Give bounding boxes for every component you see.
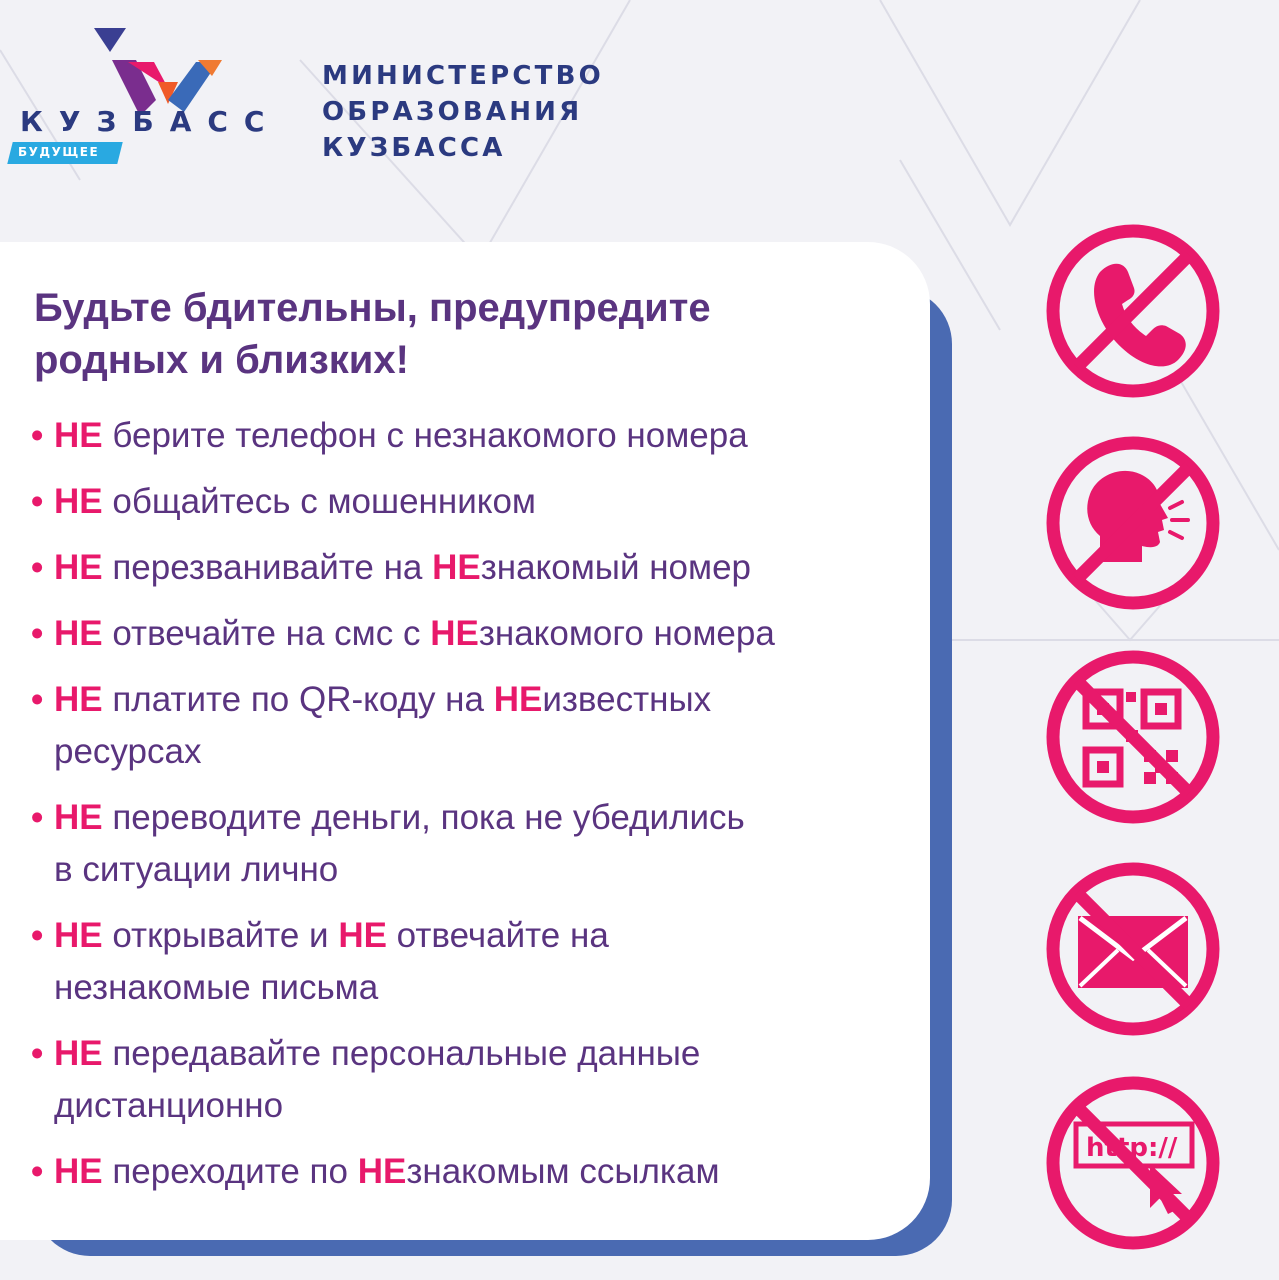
rule-text: ресурсах (54, 732, 202, 771)
rule-item (28, 910, 918, 1014)
ne-highlight: НЕ (54, 916, 103, 955)
ministry-line: МИНИСТЕРСТВО (322, 61, 604, 91)
ne-highlight: НЕ (54, 482, 103, 521)
rule-text: знакомым ссылкам (406, 1152, 720, 1191)
rule-text: известных (542, 680, 712, 719)
rule-item (28, 1146, 918, 1198)
rule-text: знакомого номера (478, 614, 775, 653)
rule-text: отвечайте на (386, 916, 609, 955)
ne-highlight: НЕ (54, 614, 103, 653)
rule-text: дистанционно (54, 1086, 284, 1125)
logo-badge-label: БУДУЩЕЕ (18, 145, 100, 159)
rule-text: берите телефон с незнакомого номера (102, 416, 748, 455)
bullet: • (31, 416, 44, 455)
ne-highlight: НЕ (54, 1034, 103, 1073)
bullet: • (31, 680, 44, 719)
rule-text: знакомый номер (480, 548, 752, 587)
ne-highlight: НЕ (54, 548, 103, 587)
rule-text: передавайте персональные данные (102, 1034, 701, 1073)
rules-list (28, 410, 918, 1198)
ne-highlight: НЕ (54, 798, 103, 837)
headline-line: Будьте бдительны, предупредите (34, 286, 711, 330)
rule-item (28, 608, 918, 660)
bullet: • (31, 482, 44, 521)
rule-text: незнакомые письма (54, 968, 379, 1007)
ne-highlight: НЕ (54, 416, 103, 455)
rule-text: платите по QR-коду на (102, 680, 494, 719)
bullet: • (31, 548, 44, 587)
rule-text: отвечайте на смс с (102, 614, 431, 653)
http-label: http:// (1086, 1133, 1178, 1163)
headline-line: родных и близких! (34, 338, 409, 382)
ministry-title (322, 58, 604, 166)
ne-highlight: НЕ (357, 1152, 407, 1191)
rule-item (28, 542, 918, 594)
ministry-line: ОБРАЗОВАНИЯ (322, 97, 583, 127)
rule-item (28, 674, 918, 778)
bullet: • (31, 1034, 44, 1073)
ne-highlight: НЕ (493, 680, 543, 719)
no-email-icon (1042, 858, 1224, 1040)
rule-text: в ситуации лично (54, 850, 339, 889)
no-link-icon (1042, 1072, 1224, 1254)
bullet: • (31, 1152, 44, 1191)
ne-highlight: НЕ (54, 1152, 103, 1191)
no-qr-code-icon (1042, 646, 1224, 828)
rule-item (28, 410, 918, 462)
rule-text: общайтесь с мошенником (102, 482, 536, 521)
no-phone-call-icon (1042, 220, 1224, 402)
logo-wordmark: КУЗБАСС (20, 105, 281, 138)
bullet: • (31, 614, 44, 653)
ne-highlight: НЕ (54, 680, 103, 719)
rule-text: переходите по (102, 1152, 358, 1191)
rule-item (28, 476, 918, 528)
bullet: • (31, 798, 44, 837)
ne-highlight: НЕ (432, 548, 481, 587)
rule-item (28, 1028, 918, 1132)
rule-text: переводите деньги, пока не убедились (102, 798, 745, 837)
rule-text: перезванивайте на (102, 548, 433, 587)
no-talking-icon (1042, 432, 1224, 614)
bullet: • (31, 916, 44, 955)
ne-highlight: НЕ (430, 614, 479, 653)
headline (34, 282, 711, 386)
rule-text: открывайте и (102, 916, 339, 955)
ne-highlight: НЕ (338, 916, 387, 955)
rule-item (28, 792, 918, 896)
ministry-line: КУЗБАССА (322, 133, 506, 163)
